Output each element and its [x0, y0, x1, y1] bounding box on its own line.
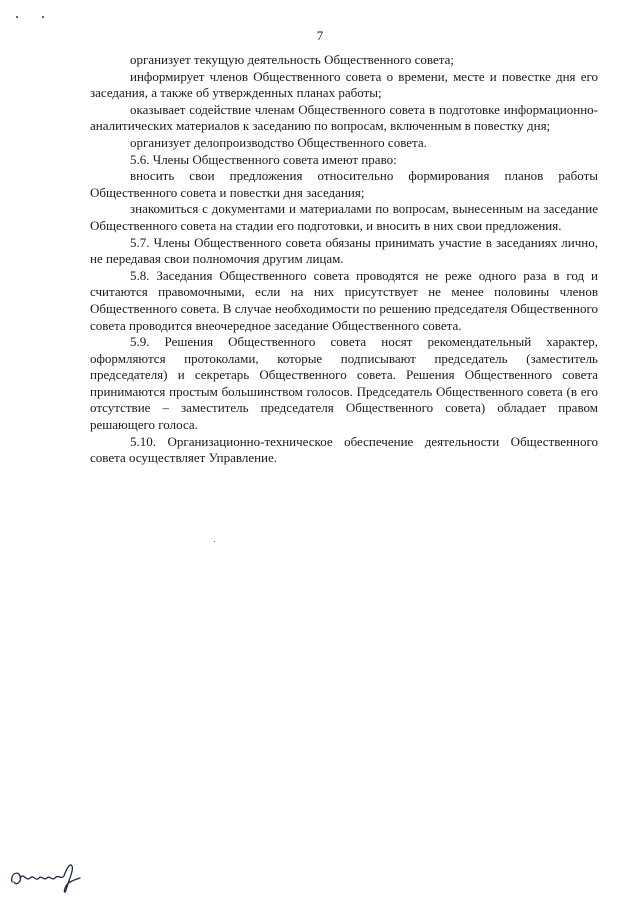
paragraph-5-6: 5.6. Члены Общественного совета имеют право:	[130, 151, 397, 167]
paragraph-1: организует текущую деятельность Общественного совета;	[130, 52, 454, 67]
handwritten-signature	[6, 856, 86, 896]
paragraph-3: оказывает содействие членам Общественного совета в подготовке информационно-аналитических материалов к заседанию по вопросам, включенным в повестку дня;	[90, 101, 598, 134]
scan-speck	[42, 16, 44, 18]
paragraph-7: знакомиться с документами и материалами по вопросам, вынесенным на заседание Общественного совета на стадии его подготовки, и вносить в них свои предложения.	[90, 201, 598, 233]
paragraph-5-8: 5.8. Заседания Общественного совета проводятся не реже одного раза в год и считаются правомочными, если на них присутствует не менее половины членов Общественного совета. В случае необходимости по решению председателя Общественного совета проводится внеочередное заседание Общественного совета.	[90, 267, 598, 333]
document-body	[90, 52, 598, 467]
paragraph-5-9: 5.9. Решения Общественного совета носят рекомендательный характер, оформляются протоколами, которые подписывают председатель (заместитель председателя) и секретарь Общественного совета. Решения Общественного совета принимаются простым большинством голосов. Председатель Общественного совета (в его отсутствие – заместитель председателя Общественного совета) обладает правом решающего голоса.	[90, 334, 598, 433]
paragraph-5-10: 5.10. Организационно-техническое обеспечение деятельности Общественного совета осуществляет Управление.	[90, 433, 598, 466]
paragraph-5-7: 5.7. Члены Общественного совета обязаны принимать участие в заседаниях лично, не передавая свои полномочия другим лицам.	[90, 234, 598, 267]
scan-speck	[214, 541, 215, 542]
paragraph-4: организует делопроизводство Общественного совета.	[130, 134, 427, 150]
scan-speck	[16, 16, 18, 18]
paragraph-2: информирует членов Общественного совета о времени, месте и повестке дня его заседания, а также об утвержденных планах работы;	[90, 68, 598, 101]
page-number: 7	[316, 28, 324, 43]
paragraph-6: вносить свои предложения относительно формирования планов работы Общественного совета и повестки дня заседания;	[90, 168, 598, 200]
